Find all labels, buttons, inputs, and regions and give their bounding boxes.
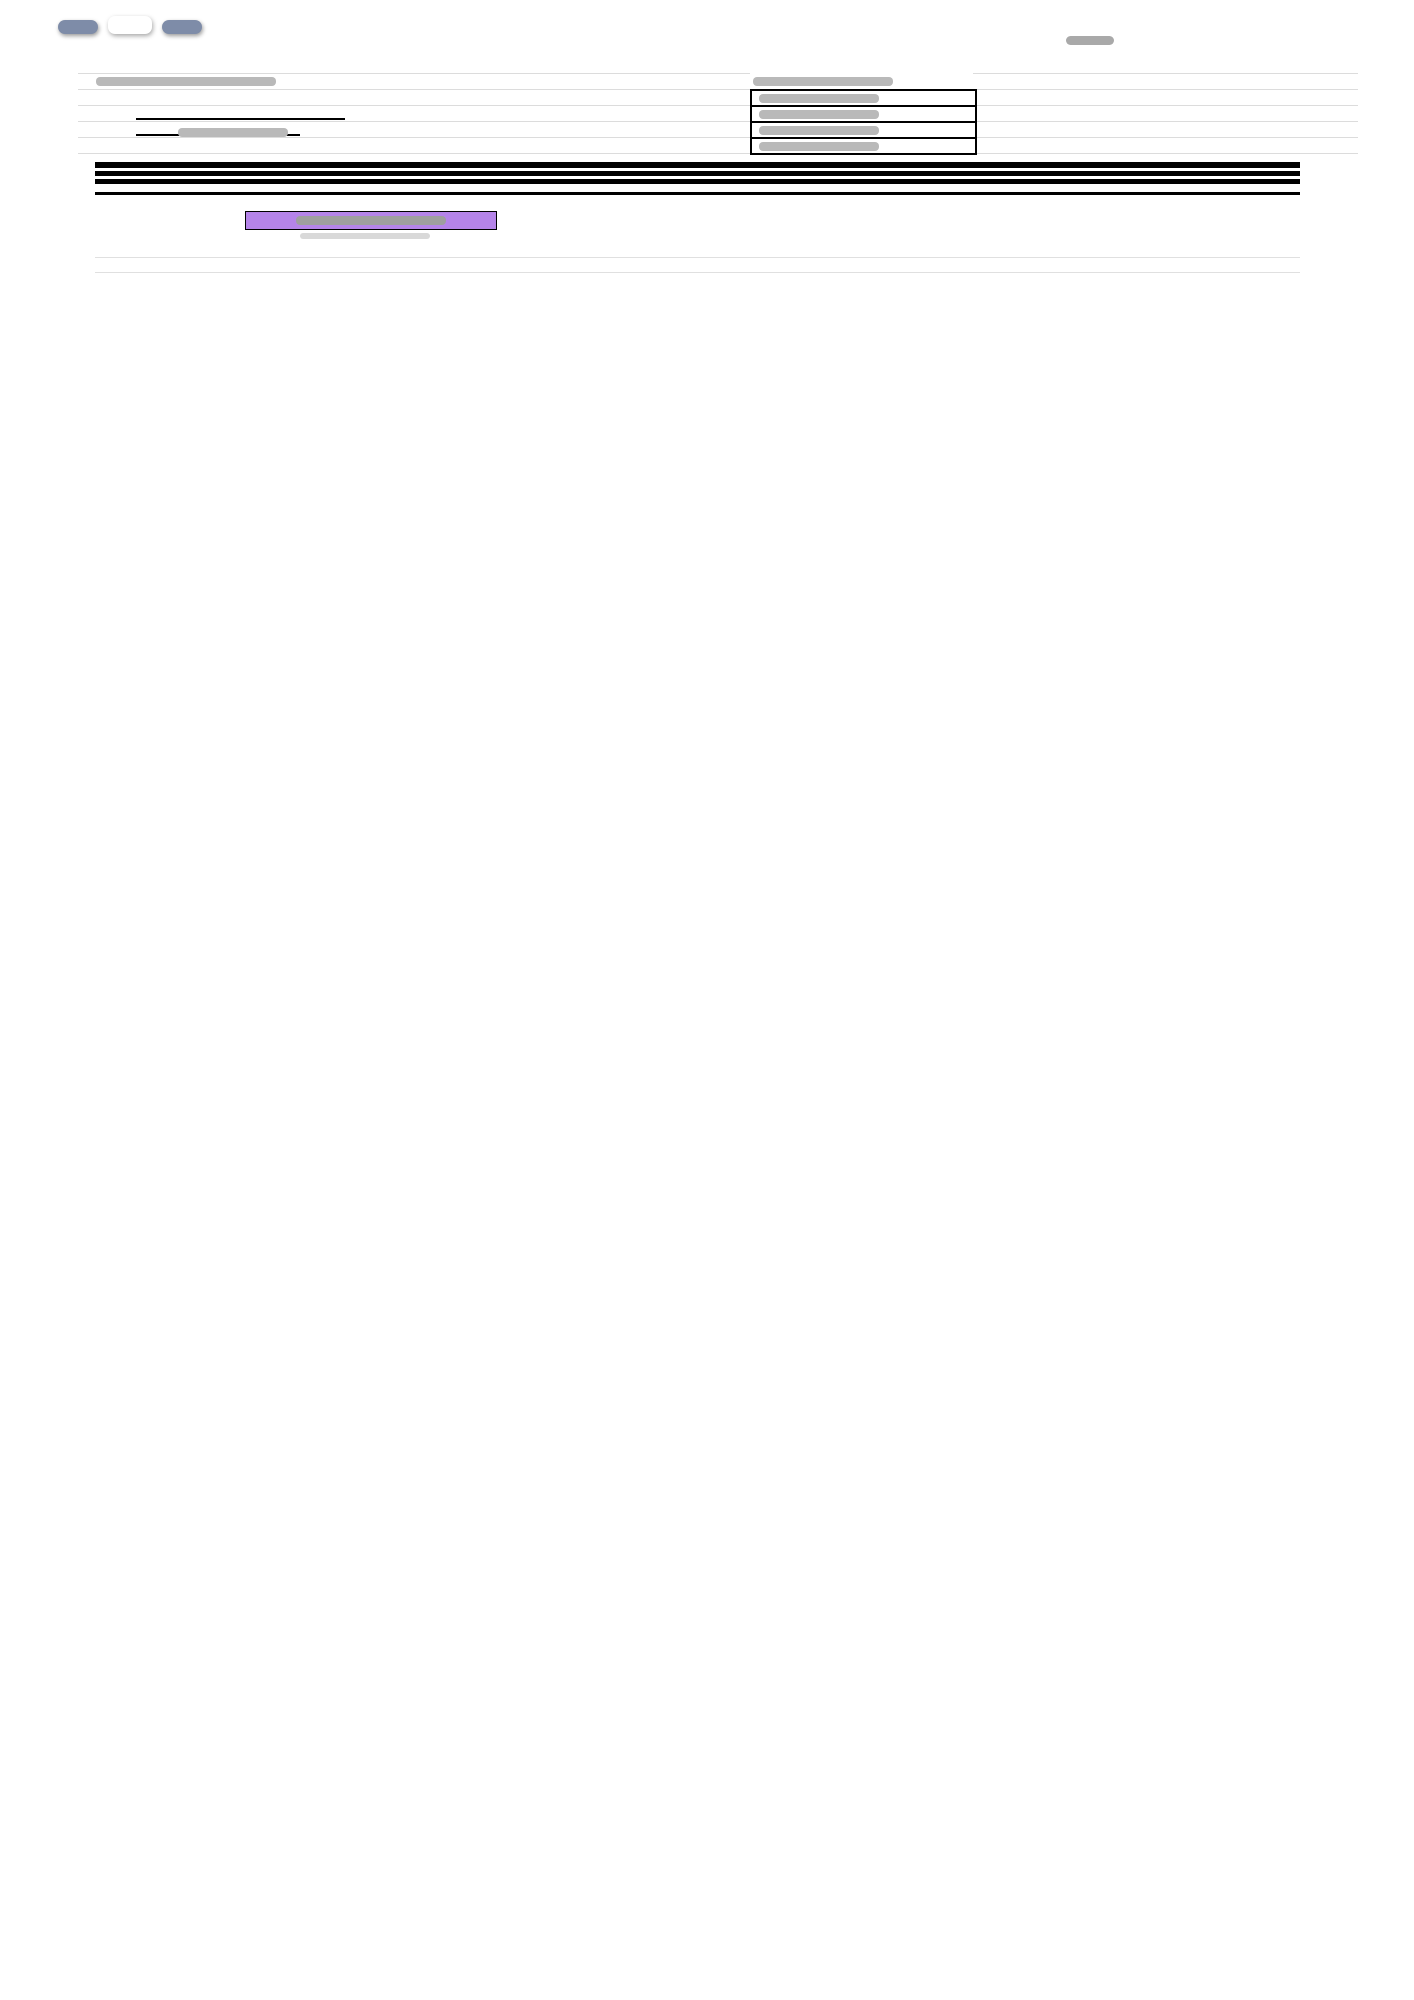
sheet-header (78, 58, 1358, 169)
redacted-text (753, 77, 893, 86)
header-row-3 (78, 90, 1358, 106)
table-bottom-border (95, 192, 1300, 195)
tab-cover[interactable] (58, 20, 98, 34)
prepared-by-row (95, 211, 1300, 229)
scrollbar-handle[interactable] (1066, 36, 1114, 45)
redacted-text (759, 110, 879, 119)
tab-church-name[interactable] (108, 16, 152, 34)
redacted-text (759, 126, 879, 135)
header-row-2 (78, 74, 1358, 90)
month-value[interactable] (136, 106, 345, 120)
redacted-text (759, 94, 879, 103)
redacted-text (178, 128, 288, 137)
intl-director-value[interactable] (750, 137, 977, 155)
redacted-text (296, 216, 446, 225)
prepared-by-label (95, 215, 99, 225)
header-row-6 (78, 138, 1358, 154)
redacted-text (96, 77, 276, 86)
redacted-text (300, 233, 430, 239)
statement-table (95, 162, 1300, 273)
empty-grid-row (95, 258, 1300, 273)
sheet-tab-bar (58, 16, 202, 34)
tab-list-of-tithers[interactable] (162, 20, 202, 34)
header-row-1 (78, 58, 1358, 74)
header-row-4 (78, 106, 1358, 122)
empty-grid-row (95, 243, 1300, 258)
prepared-by-value[interactable] (245, 211, 497, 230)
header-row-5 (78, 122, 1358, 138)
redacted-text (759, 142, 879, 151)
